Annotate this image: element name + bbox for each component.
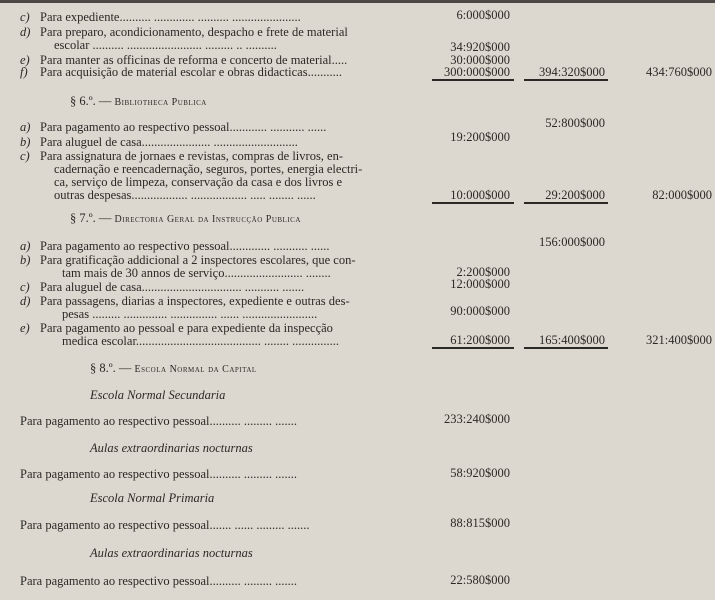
item-value: 300:000$000	[444, 65, 510, 79]
item-text: cadernação e reencadernação, seguros, portes, energia electri-	[54, 162, 363, 176]
page-top-border	[0, 0, 715, 3]
item-text: Para assignatura de jornaes e revistas, compras de livros, en-	[40, 149, 344, 163]
item-value: 12:000$000	[450, 277, 510, 291]
item-text: Para pagamento ao respectivo pessoal.......... ......... .......	[20, 414, 298, 428]
item-value: 156:000$000	[539, 235, 605, 249]
item-text: Para pagamento ao respectivo pessoal.......... ......... .......	[20, 574, 298, 588]
sum-rule	[524, 79, 608, 81]
item-value: 2:200$000	[456, 265, 510, 279]
sum-rule	[432, 202, 514, 204]
item-text: Para pagamento ao respectivo pessoal....... ...... ......... .......	[20, 518, 310, 532]
item-label: e)	[20, 321, 30, 335]
item-label: d)	[20, 25, 31, 39]
item-label: e)	[20, 53, 30, 67]
sum-rule	[524, 347, 608, 349]
item-value: 52:800$000	[545, 116, 605, 130]
item-text: Para manter as officinas de reforma e concerto de material.....	[40, 53, 348, 67]
item-text: outras despesas.................. .................. ..... ........ ......	[54, 188, 316, 202]
subtotal-value: 394:320$000	[539, 65, 605, 79]
item-value: 88:815$000	[450, 516, 510, 530]
item-label: a)	[20, 120, 31, 134]
item-value: 22:580$000	[450, 573, 510, 587]
item-value: 6:000$000	[456, 8, 510, 22]
item-text: medica escolar........................................ ........ ...............	[62, 334, 340, 348]
subsection-title: Aulas extraordinarias nocturnas	[90, 441, 253, 455]
item-label: c)	[20, 280, 30, 294]
item-value: 34:920$000	[450, 40, 510, 54]
item-text: Para pagamento ao pessoal e para expediente da inspecção	[40, 321, 333, 335]
item-text: Para aluguel de casa...................... ...........................	[40, 135, 298, 149]
item-label: a)	[20, 239, 31, 253]
item-label: c)	[20, 10, 30, 24]
subsection-title: Escola Normal Secundaria	[90, 388, 226, 402]
item-label: f)	[20, 65, 28, 79]
item-text: Para gratificação addicional a 2 inspectores escolares, que con-	[40, 253, 356, 267]
total-value: 434:760$000	[646, 65, 712, 79]
item-text: Para expediente.......... ............. .......... ......................	[40, 10, 301, 24]
section-heading	[70, 211, 301, 226]
section-number: § 6.º. —	[70, 94, 112, 108]
item-text: Para passagens, diarias a inspectores, expediente e outras des-	[40, 294, 350, 308]
subsection-title: Aulas extraordinarias nocturnas	[90, 546, 253, 560]
section-number: § 7.º. —	[70, 211, 112, 225]
item-label: b)	[20, 135, 31, 149]
section-heading	[90, 361, 257, 376]
item-value: 233:240$000	[444, 412, 510, 426]
item-label: c)	[20, 149, 30, 163]
sum-rule	[524, 202, 608, 204]
subsection-title: Escola Normal Primaria	[90, 491, 215, 505]
item-text: Para acquisição de material escolar e obras didacticas...........	[40, 65, 342, 79]
item-value: 90:000$000	[450, 304, 510, 318]
item-value: 58:920$000	[450, 466, 510, 480]
item-text: tam mais de 30 annos de serviço......................... ........	[62, 266, 331, 280]
section-heading	[70, 94, 207, 109]
item-text: Para aluguel de casa................................ ........... .......	[40, 280, 305, 294]
item-value: 19:200$000	[450, 130, 510, 144]
item-text: Para preparo, acondicionamento, despacho e frete de material	[40, 25, 348, 39]
item-text: Para pagamento ao respectivo pessoal............. ........... ......	[40, 239, 330, 253]
section-title: Escola Normal da Capital	[134, 364, 257, 375]
item-value: 10:000$000	[450, 188, 510, 202]
subtotal-value: 29:200$000	[545, 188, 605, 202]
item-label: b)	[20, 253, 31, 267]
item-text: ca, serviço de limpeza, conservação da casa e dos livros e	[54, 175, 343, 189]
item-value: 30:000$000	[450, 53, 510, 67]
section-title: Directoria Geral da Instrucção Publica	[114, 214, 301, 225]
subtotal-value: 165:400$000	[539, 333, 605, 347]
item-label: d)	[20, 294, 31, 308]
section-number: § 8.º. —	[90, 361, 132, 375]
section-title: Bibliotheca Publica	[114, 97, 207, 108]
item-text: Para pagamento ao respectivo pessoal.......... ......... .......	[20, 467, 298, 481]
total-value: 82:000$000	[652, 188, 712, 202]
item-text: Para pagamento ao respectivo pessoal............ ........... ......	[40, 120, 327, 134]
item-text: escolar .......... ........................ ......... .. ..........	[54, 38, 277, 52]
sum-rule	[432, 79, 514, 81]
item-text: pesas ......... .............. ............... ...... ........................	[62, 307, 318, 321]
sum-rule	[432, 347, 514, 349]
item-value: 61:200$000	[450, 333, 510, 347]
total-value: 321:400$000	[646, 333, 712, 347]
